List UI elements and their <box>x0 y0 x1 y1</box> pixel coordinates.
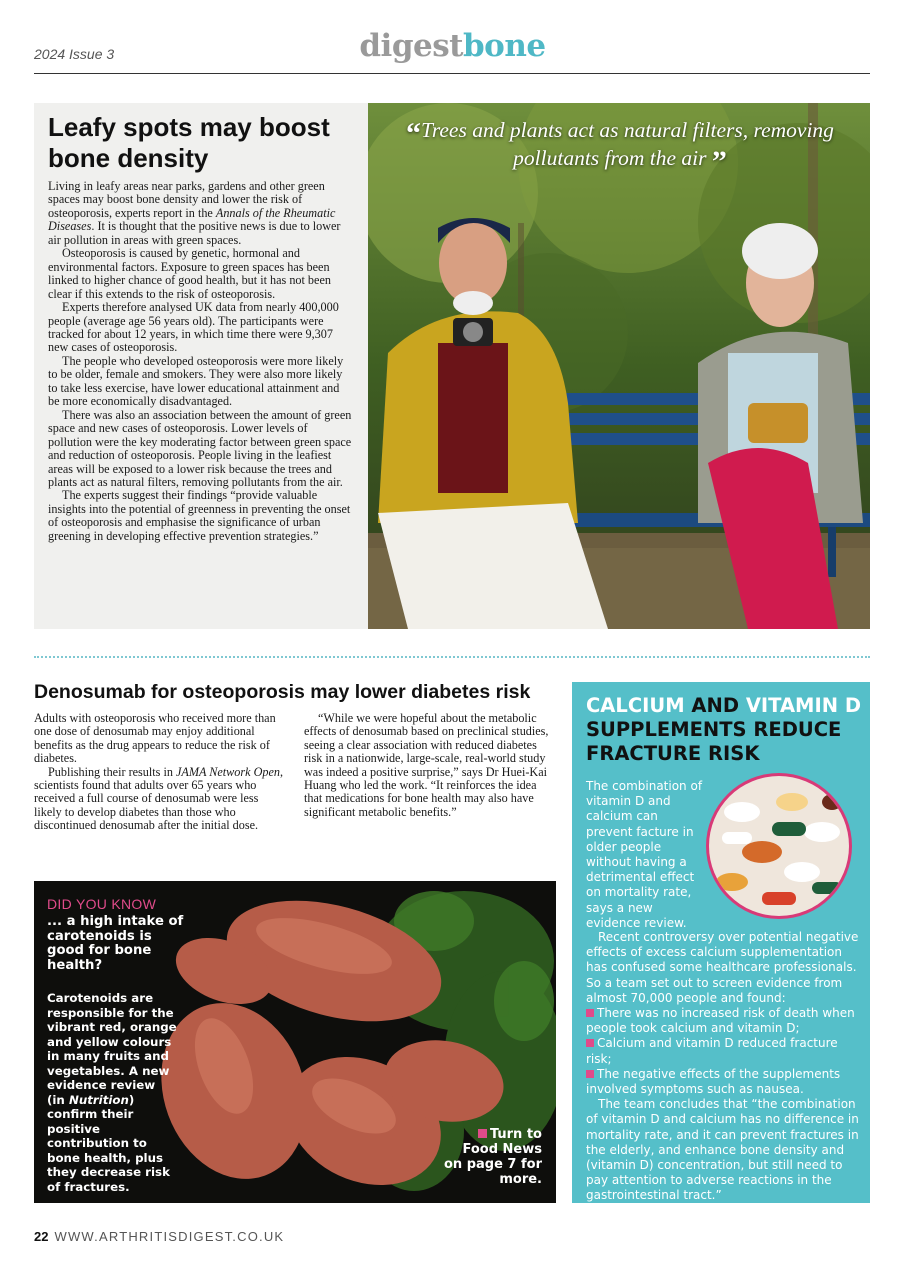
turn-to-page-link[interactable]: Turn to Food News on page 7 for more. <box>443 1127 542 1187</box>
header-divider <box>34 73 870 74</box>
calcium-body <box>586 930 862 1204</box>
website-link[interactable]: WWW.ARTHRITISDIGEST.CO.UK <box>54 1229 285 1244</box>
section-divider <box>34 656 870 658</box>
calcium-conclusion: The team concludes that “the combination of vitamin D and calcium has no difference in mortality rate, and it can prevent fractures in the elderly, and enhance bone density and (vitamin D) concentration, but still need to pay attention to adverse reactions in the gastrointestinal tract.” <box>586 1097 859 1203</box>
bullet-icon <box>586 1009 594 1017</box>
did-you-know-question: ... a high intake of carotenoids is good for bone health? <box>47 914 184 973</box>
journal-name: Annals of the Rheumatic Diseases <box>48 205 336 234</box>
calcium-intro: The combination of vitamin D and calcium can prevent facture in older people without having a detrimental effect on mortality rate, says a new evidence review. <box>586 779 703 930</box>
close-quote-mark: ” <box>711 145 727 178</box>
bullet-icon <box>586 1070 594 1078</box>
masthead-part-bone: bone <box>463 28 546 64</box>
pills-photo <box>702 772 856 920</box>
journal-name: JAMA Network Open <box>175 764 280 779</box>
page-footer <box>34 1229 284 1244</box>
article2-paragraph: Adults with osteoporosis who received more than one dose of denosumab may enjoy additional benefits as the drug appears to reduce the risk of diabetes. <box>34 711 276 766</box>
pink-square-icon <box>478 1129 487 1138</box>
calcium-bullet: There was no increased risk of death when people took calcium and vitamin D; <box>586 1006 855 1036</box>
article1-paragraph: Living in leafy areas near parks, gardens and other green spaces may boost bone density and lower the risk of osteoporosis, experts report in the Annals of the Rheumatic Diseases. It is thought that the positive news is due to lower air pollution in areas with green spaces. <box>48 179 341 247</box>
article1-paragraph: The people who developed osteoporosis were more likely to be older, female and smokers. They were also more likely to take less exercise, have lower educational attainment and be more economically disadvantaged. <box>48 353 344 409</box>
article1-paragraph: Osteoporosis is caused by genetic, hormonal and environmental factors. Exposure to green spaces has been linked to higher chance of good health, but it has not been clear if this extends to the risk of osteoporosis. <box>48 246 331 301</box>
article1-paragraph: The experts suggest their findings “provide valuable insights into the potential of greenness in preventing the onset of osteoporosis and emphasise the significance of urban greening in developing effective prevention strategies.” <box>48 488 351 543</box>
article1-title: Leafy spots may boost bone density <box>48 112 330 173</box>
calcium-bullet: Calcium and vitamin D reduced fracture risk; <box>586 1036 838 1066</box>
open-quote-mark: “ <box>406 117 422 150</box>
calcium-sidebar-title: CALCIUM AND VITAMIN D SUPPLEMENTS REDUCE FRACTURE RISK <box>586 694 862 765</box>
masthead-logo <box>0 28 905 64</box>
bullet-icon <box>586 1039 594 1047</box>
article1-paragraph: Experts therefore analysed UK data from nearly 400,000 people (average age 56 years old). The participants were tracked for about 12 years, in which time there were 9,307 new cases of osteoporosis. <box>48 300 339 355</box>
journal-name: Nutrition <box>68 1092 129 1107</box>
issue-label: 2024 Issue 3 <box>34 46 115 62</box>
calcium-bullet: The negative effects of the supplements involved symptoms such as nausea. <box>586 1066 841 1097</box>
calcium-paragraph: Recent controversy over potential negative effects of excess calcium supplementation has confused some healthcare professionals. So a team set out to screen evidence from almost 70,000 people and found: <box>586 930 859 1005</box>
did-you-know-body: Carotenoids are responsible for the vibrant red, orange and yellow colours in many fruits and vegetables. A new evidence review (in Nutrition) confirm their positive contribution to bone health, plus they decrease risk of fractures. <box>47 991 177 1194</box>
pull-quote <box>380 116 860 178</box>
article1-paragraph: There was also an association between the amount of green space and new cases of osteoporosis. Lower levels of pollution were the key moderating factor between green space and reduction of osteoporosis. People living in the leafiest areas will be exposed to a lower risk because the trees and plants act as natural filters, removing pollutants from the air. <box>48 407 352 489</box>
article2-title: Denosumab for osteoporosis may lower diabetes risk <box>34 681 531 703</box>
article2-column-1 <box>34 712 284 833</box>
masthead-part-digest: digest <box>359 28 463 64</box>
article2-paragraph: Publishing their results in JAMA Network Open, scientists found that adults over 65 years who received a full course of denosumab were less likely to develop diabetes than those who discontinued denosumab after the initial dose. <box>34 764 284 833</box>
article2-column-2 <box>304 712 556 819</box>
did-you-know-label: DID YOU KNOW <box>47 896 157 912</box>
page-number: 22 <box>34 1229 49 1244</box>
pull-quote-text: Trees and plants act as natural filters, removing pollutants from the air <box>421 118 834 170</box>
article1-body <box>48 180 352 543</box>
couple-on-bench-photo <box>368 103 870 629</box>
article2-paragraph: “While we were hopeful about the metabolic effects of denosumab based on preclinical studies, seeing a clear association with reduced diabetes risk in a nationwide, large-scale, real-world study was indeed a positive surprise,” says Dr Huei-Kai Huang who led the work. “It reinforces the idea that medications for bone health may also have significant metabolic benefits.” <box>304 711 549 819</box>
